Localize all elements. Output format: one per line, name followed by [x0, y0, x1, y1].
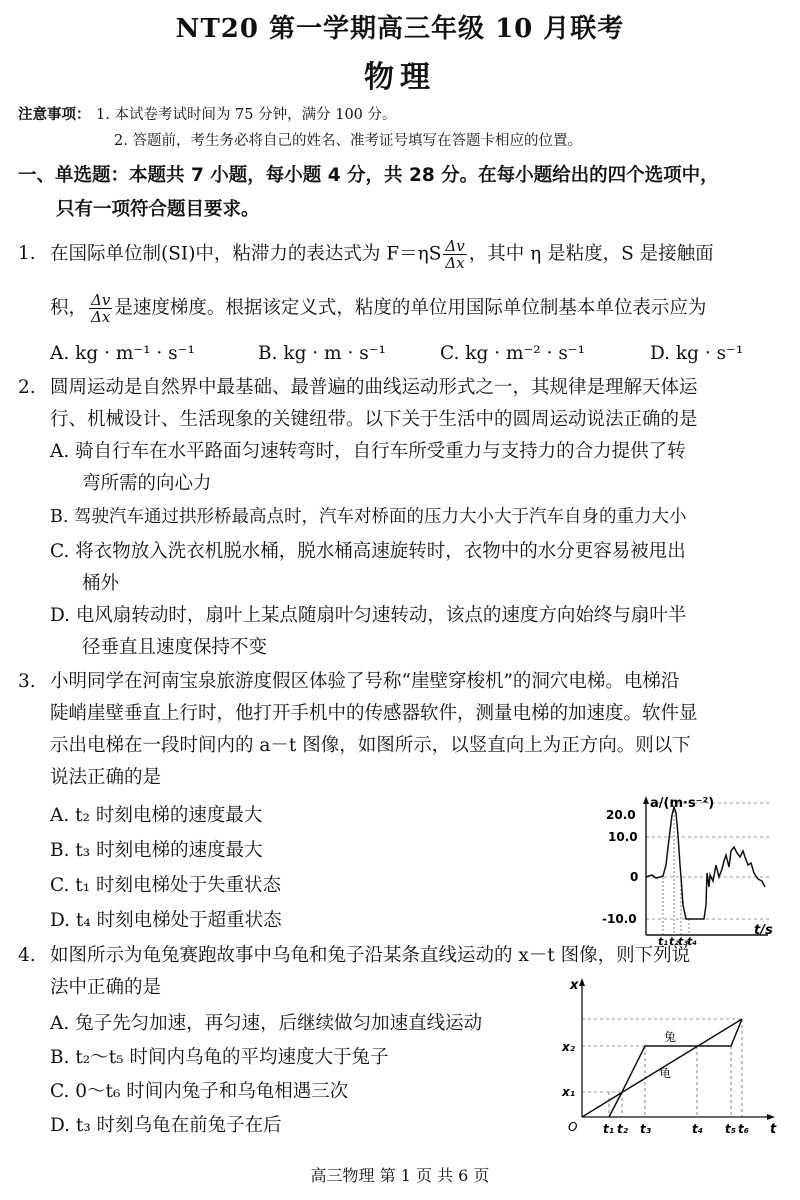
q3-y-arrow-icon: [643, 796, 649, 804]
section-heading-line1: 一、单选题：本题共 7 小题，每小题 4 分，共 28 分。在每小题给出的四个选项中，: [18, 165, 719, 186]
q3-line3: 示出电梯在一段时间内的 a－t 图像，如图所示，以竖直向上为正方向。则以下: [50, 735, 691, 756]
q4-line2: 法中正确的是: [50, 977, 162, 998]
notice-item-2: 2. 答题前，考生务必将自己的姓名、准考证号填写在答题卡相应的位置。: [114, 133, 582, 149]
q4-option-b: B. t₂～t₅ 时间内乌龟的平均速度大于兔子: [50, 1047, 389, 1068]
q4-xlabel: t: [770, 1122, 777, 1137]
q1-text-a: 在国际单位制(SI)中，粘滞力的表达式为 F＝ηS: [50, 243, 442, 265]
q3-option-c: C. t₁ 时刻电梯处于失重状态: [50, 875, 281, 896]
q3-xtick-t3: t₃: [678, 935, 689, 945]
q4-option-d: D. t₃ 时刻乌龟在前兔子在后: [50, 1115, 282, 1136]
q2-option-d-line1: D. 电风扇转动时，扇叶上某点随扇叶匀速转动，该点的速度方向始终与扇叶半: [50, 605, 687, 626]
q4-ylabel: x: [570, 978, 579, 993]
q3-ylabel: a/(m·s⁻²): [650, 796, 715, 811]
notice-item-1: 1. 本试卷考试时间为 75 分钟，满分 100 分。: [96, 107, 397, 123]
q4-x-arrow-icon: [767, 1114, 775, 1120]
q3-ytick-minus10: -10.0: [602, 912, 637, 926]
q4-xtick-t6: t₆: [738, 1122, 749, 1136]
q4-xtick-t2: t₂: [617, 1122, 628, 1136]
q3-xtick-t1: t₁: [658, 935, 669, 945]
q3-xtick-t4: t₄: [687, 935, 698, 945]
q3-ytick-10: 10.0: [608, 830, 638, 844]
q4-line1: 如图所示为龟兔赛跑故事中乌龟和兔子沿某条直线运动的 x－t 图像，则下列说: [50, 945, 691, 966]
q1-number: 1.: [18, 243, 36, 264]
q4-number: 4.: [18, 945, 36, 966]
q4-turtle-label: 龟: [659, 1066, 672, 1080]
q3-acceleration-curve: [646, 807, 765, 919]
q4-xtick-t4: t₄: [692, 1122, 703, 1136]
q1-frac2-den: Δx: [91, 308, 111, 326]
q1-text-d: 是速度梯度。根据该定义式，粘度的单位用国际单位制基本单位表示应为: [114, 297, 707, 319]
q2-option-a-line1: A. 骑自行车在水平路面匀速转弯时，自行车所受重力与支持力的合力提供了转: [50, 441, 686, 462]
q1-frac-num: Δv: [445, 237, 465, 255]
q3-acceleration-graph: [600, 795, 785, 945]
q1-option-b: B. kg · m · s⁻¹: [258, 343, 386, 364]
q3-xlabel: t/s: [754, 923, 773, 938]
q2-option-c-line1: C. 将衣物放入洗衣机脱水桶，脱水桶高速旋转时，衣物中的水分更容易被甩出: [50, 541, 686, 562]
q3-option-d: D. t₄ 时刻电梯处于超重状态: [50, 910, 282, 931]
q2-line2: 行、机械设计、生活现象的关键纽带。以下关于生活中的圆周运动说法正确的是: [50, 409, 698, 430]
q3-ytick-20: 20.0: [606, 808, 636, 822]
subject-title: 物理: [364, 60, 436, 95]
q3-line4: 说法正确的是: [50, 767, 162, 788]
exam-title: NT20 第一学期高三年级 10 月联考: [175, 14, 625, 44]
q3-xtick-t2: t₂: [669, 935, 680, 945]
q3-gridlines: [646, 803, 770, 919]
q1-fraction: [443, 238, 466, 271]
q4-xtick-t5: t₅: [725, 1122, 736, 1136]
q4-xtick-t3: t₃: [640, 1122, 651, 1136]
q2-option-a-line2: 弯所需的向心力: [82, 473, 212, 494]
q1-fraction-2: [89, 292, 112, 325]
q4-ytick-x1: x₁: [562, 1085, 575, 1099]
q2-option-c-line2: 桶外: [82, 573, 120, 594]
q3-number: 3.: [18, 671, 36, 692]
q1-line1: [50, 238, 714, 271]
q1-option-c: C. kg · m⁻² · s⁻¹: [440, 343, 585, 364]
q4-y-arrow-icon: [579, 978, 585, 986]
q4-position-graph: [560, 975, 785, 1140]
q3-line2: 陡峭崖壁垂直上行时，他打开手机中的传感器软件，测量电梯的加速度。软件显: [50, 703, 698, 724]
q4-ytick-x2: x₂: [562, 1040, 575, 1054]
page-footer: 高三物理 第 1 页 共 6 页: [310, 1166, 490, 1185]
q4-xtick-t1: t₁: [603, 1122, 614, 1136]
q1-frac-den: Δx: [445, 254, 465, 272]
q4-option-c: C. 0～t₆ 时间内兔子和乌龟相遇三次: [50, 1081, 349, 1102]
q1-text-c: 积，: [50, 297, 88, 319]
q2-line1: 圆周运动是自然界中最基础、最普遍的曲线运动形式之一，其规律是理解天体运: [50, 377, 698, 398]
section-heading-line2: 只有一项符合题目要求。: [56, 199, 260, 220]
q4-rabbit-label: 兔: [664, 1030, 677, 1044]
notice-label: 注意事项：: [18, 106, 91, 123]
q1-option-a: A. kg · m⁻¹ · s⁻¹: [50, 343, 195, 364]
q3-line1: 小明同学在河南宝泉旅游度假区体验了号称“崖壁穿梭机”的洞穴电梯。电梯沿: [50, 671, 680, 692]
q1-option-d: D. kg · s⁻¹: [650, 343, 744, 364]
q1-frac2-num: Δv: [91, 291, 111, 309]
q2-option-b: B. 驾驶汽车通过拱形桥最高点时，汽车对桥面的压力大小大于汽车自身的重力大小: [50, 507, 687, 527]
q2-number: 2.: [18, 377, 36, 398]
q1-text-b: ，其中 η 是粘度，S 是接触面: [468, 243, 714, 265]
q4-origin: O: [568, 1120, 578, 1134]
q2-option-d-line2: 径垂直且速度保持不变: [82, 637, 268, 658]
q1-line2: [50, 292, 706, 325]
q3-option-a: A. t₂ 时刻电梯的速度最大: [50, 805, 263, 826]
q3-option-b: B. t₃ 时刻电梯的速度最大: [50, 840, 263, 861]
q3-ytick-0: 0: [630, 870, 639, 884]
q4-option-a: A. 兔子先匀加速，再匀速，后继续做匀加速直线运动: [50, 1013, 483, 1034]
